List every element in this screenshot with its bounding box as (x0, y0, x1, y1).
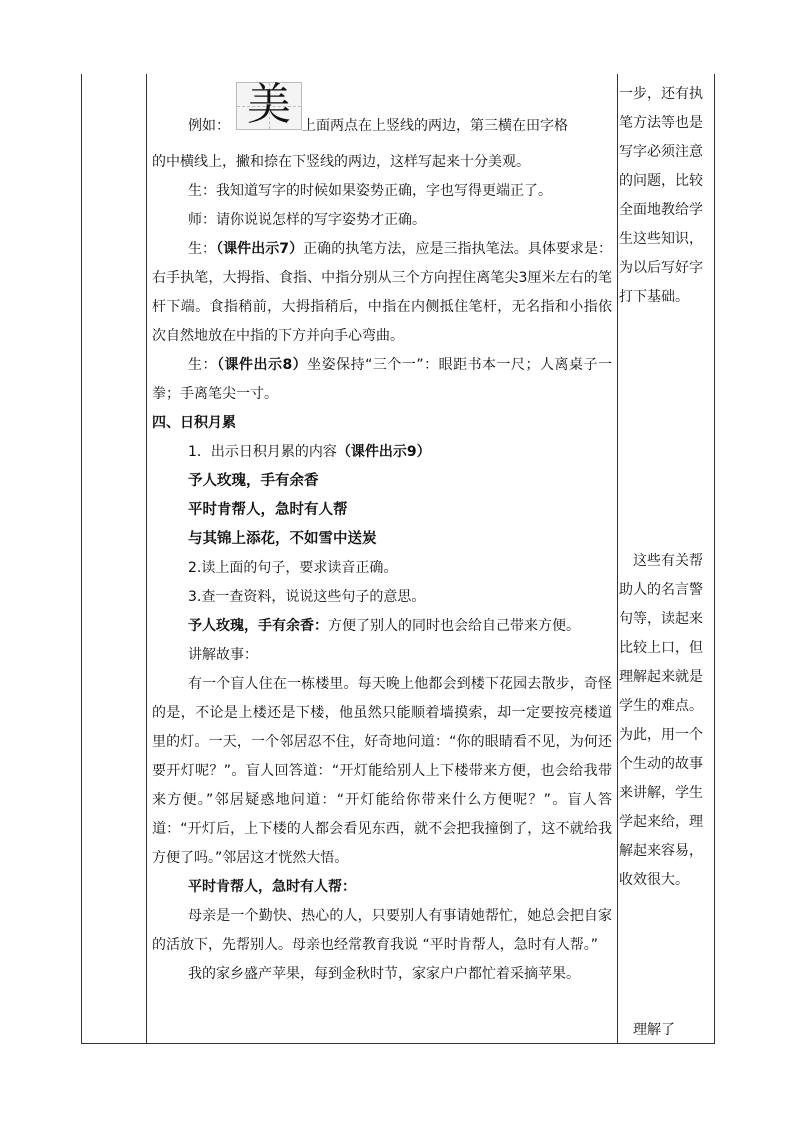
paragraph: 生：我知道写字的时候如果姿势正确，字也写得更端正了。 (188, 183, 552, 199)
side-note-2: 这些有关帮助人的名言警句等，读起来比较上口，但理解起来就是学生的难点。为此，用一个个生动的故事来讲解，学生学起来给，理解起来容易，收效很大。 (619, 553, 703, 888)
example-text: 上面两点在上竖线的两边，第三横在田字格 (302, 118, 568, 134)
hometown-paragraph: 我的家乡盛产苹果，每到金秋时节，家家户户都忙着采摘苹果。 (188, 966, 580, 982)
step-1: 1．出示日积月累的内容（课件出示9） (188, 444, 431, 460)
quote: 予人玫瑰，手有余香 (188, 473, 319, 489)
step-2: 2.读上面的句子，要求读音正确。 (188, 560, 398, 576)
table-border-col1 (146, 74, 147, 1044)
section-title: 四、日积月累 (152, 415, 236, 431)
paragraph: 师：请你说说怎样的写字姿势才正确。 (188, 212, 426, 228)
table-border-left (81, 74, 82, 1044)
story-label: 讲解故事： (188, 647, 258, 663)
lesson-content (152, 76, 612, 989)
quote: 与其锦上添花，不如雪中送炭 (188, 531, 377, 547)
side-note-1: 一步，还有执笔方法等也是写字必须注意的问题，比较全面地教给学生这些知识，为以后写好字打下基础。 (619, 86, 703, 305)
paragraph: 的中横线上，撇和捺在下竖线的两边，这样写起来十分美观。 (152, 154, 530, 170)
meaning-2-title: 平时肯帮人，急时有人帮： (188, 879, 356, 895)
example-line (152, 76, 612, 148)
quote: 平时肯帮人，急时有人帮 (188, 502, 348, 518)
example-label: 例如： (188, 118, 230, 134)
story: 有一个盲人住在一栋楼里。每天晚上他都会到楼下花园去散步，奇怪的是，不论是上楼还是下楼，他虽然只能顺着墙摸索，却一定要按亮楼道里的灯。一天，一个邻居忍不住，好奇地问道：“你的眼睛看不见，为何还要开灯呢？”。盲人回答道：“开灯能给别人上下楼带来方便，也会给我带来方便。”邻居疑惑地问道：“开灯能给你带来什么方便呢？”。盲人答道：“开灯后，上下楼的人都会看见东西，就不会把我撞倒了，这不就给我方便了吗。”邻居这才恍然大悟。 (152, 676, 612, 866)
side-note-3: 理解了 (619, 1022, 675, 1038)
step-3: 3.查一查资料，说说这些句子的意思。 (188, 589, 426, 605)
meaning-1: 予人玫瑰，手有余香：方便了别人的同时也会给自己带来方便。 (188, 618, 580, 634)
example-character: 美 (247, 79, 291, 130)
tian-grid-character (236, 79, 302, 130)
mother-paragraph: 母亲是一个勤快、热心的人，只要别人有事请她帮忙，她总会把自家的活放下，先帮别人。母亲也经常教育我说 “平时肯帮人，急时有人帮。” (152, 908, 612, 953)
pen-paragraph: 生：（课件出示7）正确的执笔方法，应是三指执笔法。具体要求是：右手执笔，大拇指、食指、中指分别从三个方向捏住离笔尖3厘米左右的笔杆下端。食指稍前，大拇指稍后，中指在内侧抵住笔杆，无名指和小指依次自然地放在中指的下方并向手心弯曲。 (152, 241, 613, 344)
table-border-col2 (617, 74, 618, 1044)
sit-paragraph: 生：（课件出示8）坐姿保持“三个一”：眼距书本一尺；人离桌子一拳；手离笔尖一寸。 (152, 357, 612, 402)
